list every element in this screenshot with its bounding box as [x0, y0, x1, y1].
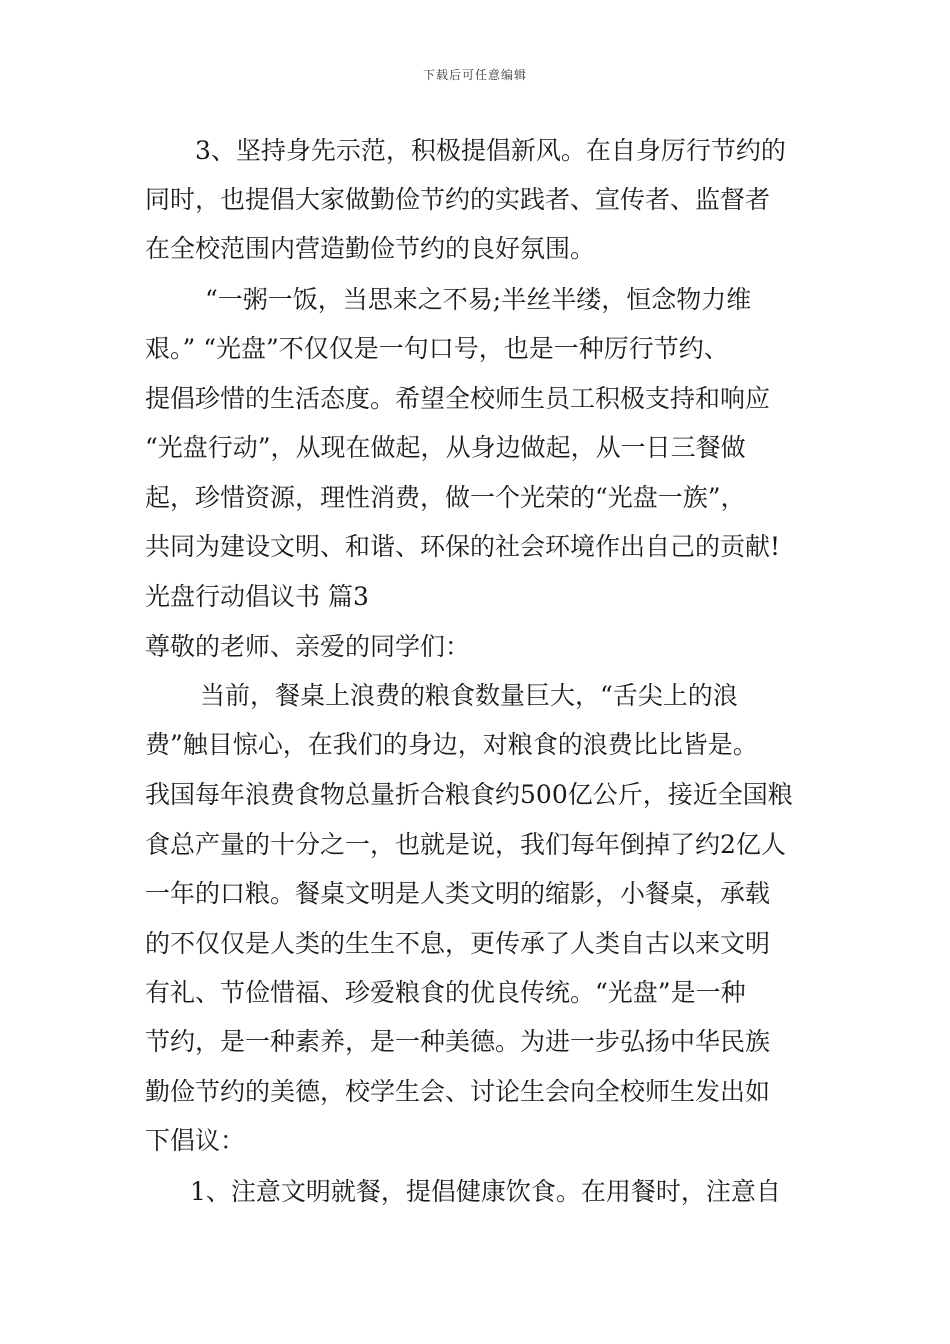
paragraph-line: 在全校范围内营造勤俭节约的良好氛围。: [145, 234, 596, 263]
paragraph-line: “一粥一饭，当思来之不易;半丝半缕，恒念物力维: [205, 285, 752, 314]
page-header-note: 下载后可任意编辑: [422, 68, 527, 82]
paragraph-line: 我国每年浪费食物总量折合粮食约500亿公斤，接近全国粮: [145, 780, 793, 809]
paragraph-line: 共同为建设文明、和谐、环保的社会环境作出自己的贡献!: [145, 532, 781, 561]
paragraph-line: 勤俭节约的美德，校学生会、讨论生会向全校师生发出如: [145, 1077, 771, 1106]
paragraph-line: “光盘行动”，从现在做起，从身边做起，从一日三餐做: [145, 433, 746, 462]
paragraph-line: 1、注意文明就餐，提倡健康饮食。在用餐时，注意自: [190, 1177, 781, 1206]
paragraph-line: 食总产量的十分之一，也就是说，我们每年倒掉了约2亿人: [145, 830, 786, 859]
paragraph-line: 下倡议：: [145, 1126, 246, 1155]
paragraph-line: 3、坚持身先示范，积极提倡新风。在自身厉行节约的: [195, 136, 786, 165]
salutation: 尊敬的老师、亲爱的同学们：: [145, 632, 471, 661]
paragraph-line: 一年的口粮。餐桌文明是人类文明的缩影，小餐桌，承载: [145, 879, 771, 908]
paragraph-line: 的不仅仅是人类的生生不息，更传承了人类自古以来文明: [145, 929, 771, 958]
paragraph-line: 艰。” “光盘”不仅仅是一句口号，也是一种厉行节约、: [145, 334, 729, 363]
paragraph-line: 当前，餐桌上浪费的粮食数量巨大，“舌尖上的浪: [200, 681, 738, 710]
paragraph-line: 同时，也提倡大家做勤俭节约的实践者、宣传者、监督者: [145, 185, 771, 214]
paragraph-line: 有礼、节俭惜福、珍爱粮食的优良传统。“光盘”是一种: [145, 978, 746, 1007]
paragraph-line: 节约，是一种素养，是一种美德。为进一步弘扬中华民族: [145, 1027, 771, 1056]
paragraph-line: 提倡珍惜的生活态度。希望全校师生员工积极支持和响应: [145, 384, 771, 413]
paragraph-line: 起，珍惜资源，理性消费，做一个光荣的“光盘一族”，: [145, 483, 746, 512]
section-heading: 光盘行动倡议书 篇3: [145, 582, 369, 611]
paragraph-line: 费”触目惊心，在我们的身边，对粮食的浪费比比皆是。: [145, 730, 758, 759]
